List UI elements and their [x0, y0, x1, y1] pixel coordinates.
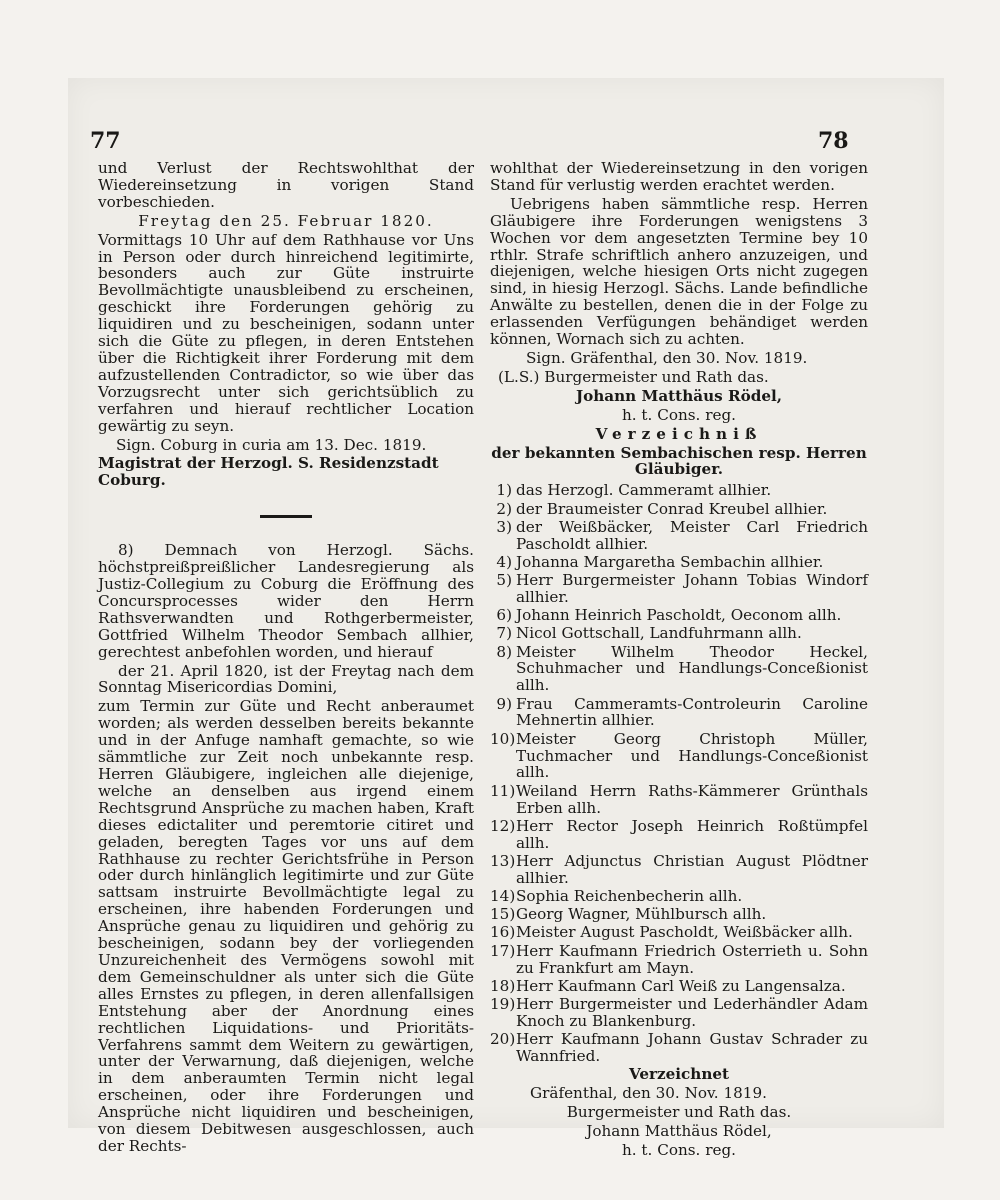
- page-number-left: 77: [90, 128, 121, 154]
- creditor-text: der Braumeister Conrad Kreubel allhier.: [516, 499, 828, 518]
- creditor-text: Sophia Reichenbecherin allh.: [516, 887, 743, 906]
- creditor-number: 5): [496, 571, 512, 590]
- signature-title: h. t. Cons. reg.: [622, 405, 736, 424]
- list-signature-name: Johann Matthäus Rödel,: [586, 1121, 772, 1140]
- creditor-item: [490, 818, 868, 852]
- creditor-number: 20): [490, 1030, 516, 1049]
- creditor-item: [490, 853, 868, 887]
- creditor-number: 15): [490, 905, 516, 924]
- creditor-number: 14): [490, 887, 516, 906]
- page-number-right: 78: [818, 128, 849, 154]
- creditor-text: Meister Georg Christoph Müller, Tuchmacher und Handlungs-Conceßionist allh.: [516, 729, 868, 782]
- creditor-text: Weiland Herrn Raths-Kämmerer Grünthals Erben allh.: [516, 781, 868, 817]
- creditor-number: 1): [496, 481, 512, 500]
- list-signature-place-date: Gräfenthal, den 30. Nov. 1819.: [530, 1084, 767, 1103]
- creditor-item: [490, 1031, 868, 1065]
- magistrat-line: Magistrat der Herzogl. S. Residenzstadt Coburg.: [98, 454, 439, 490]
- creditor-text: das Herzogl. Cammeramt allhier.: [516, 481, 772, 500]
- term-date: der 21. April 1820, ist der Freytag nach dem Sonntag Misericordias Domini,: [98, 661, 474, 697]
- creditor-item: [490, 943, 868, 977]
- list-signature-title: h. t. Cons. reg.: [622, 1140, 736, 1159]
- body-text-2: zum Termin zur Güte und Recht anberaumet worden; als werden desselben bereits bekannte und in der Anfuge namhaft gemachte, so wie sämmtliche zur Zeit noch unbekannte resp. Herren Gläubigere, ingleichen alle diejenige, welche an denselben aus irgend einem Rechtsgrund Ansprüche zu machen haben, Kraft dieses edictaliter und peremtorie citiret und geladen, beregten Tages vor uns auf dem Rathhause zu rechter Gerichtsfrühe in Person oder durch hinlänglich legitimirte und zur Güte sattsam instruirte Bevollmächtigte legal zu erscheinen, ihre habenden Forderungen und Ansprüche genau zu liquidiren und gehörig zu bescheinigen, sodann bey der vorliegenden Unzureichenheit des Vermögens sowohl mit dem Gemeinschuldner als unter sich die Güte alles Ernstes zu pflegen, in deren allenfallsigen Entstehung aber der Anordnung eines rechtlichen Liquidations- und Prioritäts-Verfahrens sammt dem Weitern zu gewärtigen, unter der Verwarnung, daß diejenigen, welche in dem anberaumten Termin nicht legal erscheinen, oder ihre Forderungen und Ansprüche nicht liquidiren und bescheinigen, von diesem Debitwesen ausgeschlossen, auch der Rechts-: [98, 697, 474, 1155]
- creditor-item: [490, 978, 868, 995]
- signature-name: Johann Matthäus Rödel,: [575, 386, 783, 405]
- date-line: Freytag den 25. Februar 1820.: [138, 211, 434, 230]
- creditor-text: Johanna Margaretha Sembachin allhier.: [516, 552, 824, 571]
- creditor-number: 8): [496, 642, 512, 661]
- creditor-item: [490, 519, 868, 553]
- section-divider: [260, 515, 312, 518]
- creditor-item: [490, 906, 868, 923]
- creditor-item: [490, 783, 868, 817]
- creditor-text: Herr Adjunctus Christian August Plödtner allhier.: [516, 851, 868, 887]
- creditor-number: 2): [496, 499, 512, 518]
- creditor-number: 19): [490, 994, 516, 1013]
- creditor-list: [490, 482, 868, 1065]
- list-signature-authority: Burgermeister und Rath das.: [566, 1102, 792, 1121]
- creditor-number: 12): [490, 816, 516, 835]
- signature-line: Sign. Coburg in curia am 13. Dec. 1819.: [116, 435, 427, 454]
- creditor-number: 3): [496, 517, 512, 536]
- creditor-text: Herr Kaufmann Friedrich Osterrieth u. Sohn zu Frankfurt am Mayn.: [516, 941, 868, 977]
- left-column: [98, 160, 474, 1157]
- creditor-text: Meister August Pascholdt, Weißbäcker allh.: [516, 923, 853, 942]
- signature-place-date: Sign. Gräfenthal, den 30. Nov. 1819.: [526, 348, 808, 367]
- creditor-item: [490, 482, 868, 499]
- creditor-text: der Weißbäcker, Meister Carl Friedrich Pascholdt allhier.: [516, 517, 868, 553]
- creditor-item: [490, 572, 868, 606]
- body-text: Vormittags 10 Uhr auf dem Rathhause vor Uns in Person oder durch hinreichend legitimirte, besonders auch zur Güte instruirte Bevollmächtigte unausbleibend zu erscheinen, geschickt ihre Forderungen gehörig zu liquidiren und zu bescheinigen, sodann unter sich die Güte zu pflegen, in deren Entstehen über die Richtigkeit ihrer Forderung mit dem aufzustellenden Contradictor, so wie über das Vorzugsrecht unter sich gerichtsüblich zu verfahren und hierauf rechtlicher Location gewärtig zu seyn.: [98, 230, 474, 435]
- creditor-text: Georg Wagner, Mühlbursch allh.: [516, 905, 767, 924]
- creditor-number: 17): [490, 941, 516, 960]
- creditor-number: 10): [490, 729, 516, 748]
- creditor-text: Herr Rector Joseph Heinrich Roßtümpfel allh.: [516, 816, 868, 852]
- creditor-text: Frau Cammeramts-Controleurin Caroline Mehnertin allhier.: [516, 694, 868, 730]
- creditor-text: Herr Kaufmann Carl Weiß zu Langensalza.: [516, 976, 846, 995]
- creditor-item: [490, 996, 868, 1030]
- right-column: [490, 160, 868, 1161]
- creditor-item: [490, 625, 868, 642]
- creditor-number: 11): [490, 781, 516, 800]
- creditor-text: Herr Burgermeister und Lederhändler Adam Knoch zu Blankenburg.: [516, 994, 868, 1030]
- creditor-number: 18): [490, 976, 516, 995]
- creditor-text: Johann Heinrich Pascholdt, Oeconom allh.: [516, 606, 842, 625]
- continuation-text: wohlthat der Wiedereinsetzung in den vorigen Stand für verlustig werden erachtet werden.: [490, 159, 868, 194]
- creditor-text: Meister Wilhelm Theodor Heckel, Schuhmacher und Handlungs-Conceßionist allh.: [516, 642, 868, 695]
- creditor-number: 4): [496, 552, 512, 571]
- creditor-item: [490, 607, 868, 624]
- creditor-number: 9): [496, 694, 512, 713]
- intro-text: und Verlust der Rechtswohlthat der Wiedereinsetzung in vorigen Stand vorbeschieden.: [98, 159, 474, 211]
- notice-paragraph-8: 8) Demnach von Herzogl. Sächs. höchstpreißpreißlicher Landesregierung als Justiz-Collegium zu Coburg die Eröffnung des Concursprocesses wider den Herrn Rathsverwandten und Rothgerbermeister, Gottfried Wilhelm Theodor Sembach allhier, gerechtest anbefohlen worden, und hierauf: [98, 541, 474, 661]
- creditor-text: Herr Kaufmann Johann Gustav Schrader zu Wannfried.: [516, 1030, 868, 1065]
- list-signature-label: Verzeichnet: [628, 1065, 730, 1084]
- creditor-item: [490, 501, 868, 518]
- creditor-item: [490, 644, 868, 695]
- creditor-number: 6): [496, 606, 512, 625]
- creditor-text: Nicol Gottschall, Landfuhrmann allh.: [516, 624, 802, 643]
- creditor-list-title: Verzeichniß: [595, 424, 763, 443]
- signature-seal: (L.S.) Burgermeister und Rath das.: [498, 367, 769, 386]
- creditor-number: 13): [490, 851, 516, 870]
- creditor-list-subtitle: der bekannten Sembachischen resp. Herren Gläubiger.: [491, 443, 867, 479]
- body-text-right: Uebrigens haben sämmtliche resp. Herren Gläubigere ihre Forderungen wenigstens 3 Wochen vor dem angesetzten Termine bey 10 rthlr. Strafe schriftlich anhero anzuzeigen, und diejenigen, welche hiesigen Orts nicht zugegen sind, in hiesig Herzogl. Sächs. Lande befindliche Anwälte zu bestellen, denen die in der Folge zu erlassenden Verfügungen behändiget werden können, Wornach sich zu achten.: [490, 194, 868, 349]
- creditor-item: [490, 888, 868, 905]
- creditor-item: [490, 554, 868, 571]
- creditor-text: Herr Burgermeister Johann Tobias Windorf allhier.: [516, 571, 868, 606]
- creditor-item: [490, 731, 868, 782]
- creditor-item: [490, 696, 868, 730]
- creditor-number: 16): [490, 923, 516, 942]
- creditor-item: [490, 924, 868, 941]
- creditor-number: 7): [496, 624, 512, 643]
